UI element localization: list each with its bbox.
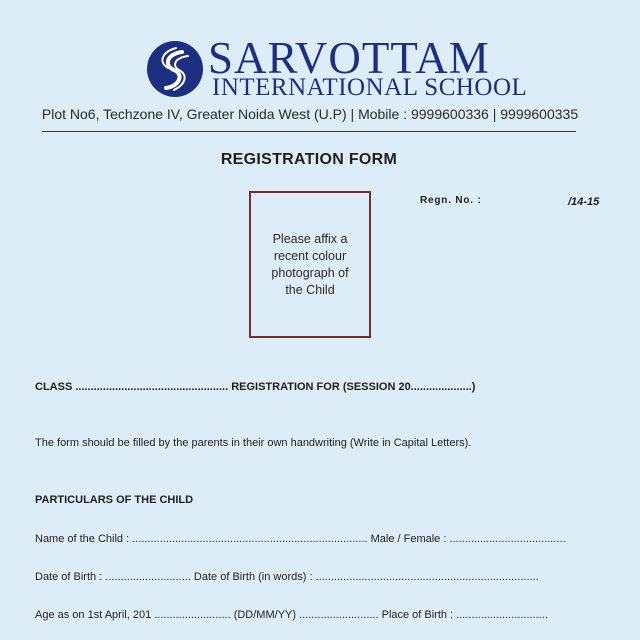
field-name-gender: Name of the Child : ............................................................................. Male / Female : ...................................... [35, 533, 566, 545]
school-name: SARVOTTAM [208, 33, 490, 83]
photo-box-text: Please affix a recent colour photograph of the Child [271, 231, 349, 297]
regn-no-label: Regn. No. : [420, 195, 482, 206]
section-heading: PARTICULARS OF THE CHILD [35, 494, 194, 506]
photo-box [249, 191, 371, 338]
school-subtitle: INTERNATIONAL SCHOOL [212, 74, 528, 101]
school-address: Plot No6, Techzone IV, Greater Noida West (U.P) | Mobile : 9999600336 | 9999600335 [41, 106, 579, 122]
regn-no-value: /14-15 [568, 196, 600, 208]
field-date-of-birth: Date of Birth : ............................ Date of Birth (in words) : ......................................................................... [35, 571, 539, 583]
header-divider [42, 131, 576, 132]
swirl-logo-icon [146, 40, 204, 98]
instruction-text: The form should be filled by the parents in their own handwriting (Write in Capital Letters). [35, 437, 472, 449]
field-age-place: Age as on 1st April, 201 ......................... (DD/MM/YY) .......................... Place of Birth : .............................. [35, 609, 548, 621]
class-line: CLASS .................................................. REGISTRATION FOR (SESSION 20....................) [35, 381, 476, 393]
form-title: REGISTRATION FORM [220, 151, 398, 168]
